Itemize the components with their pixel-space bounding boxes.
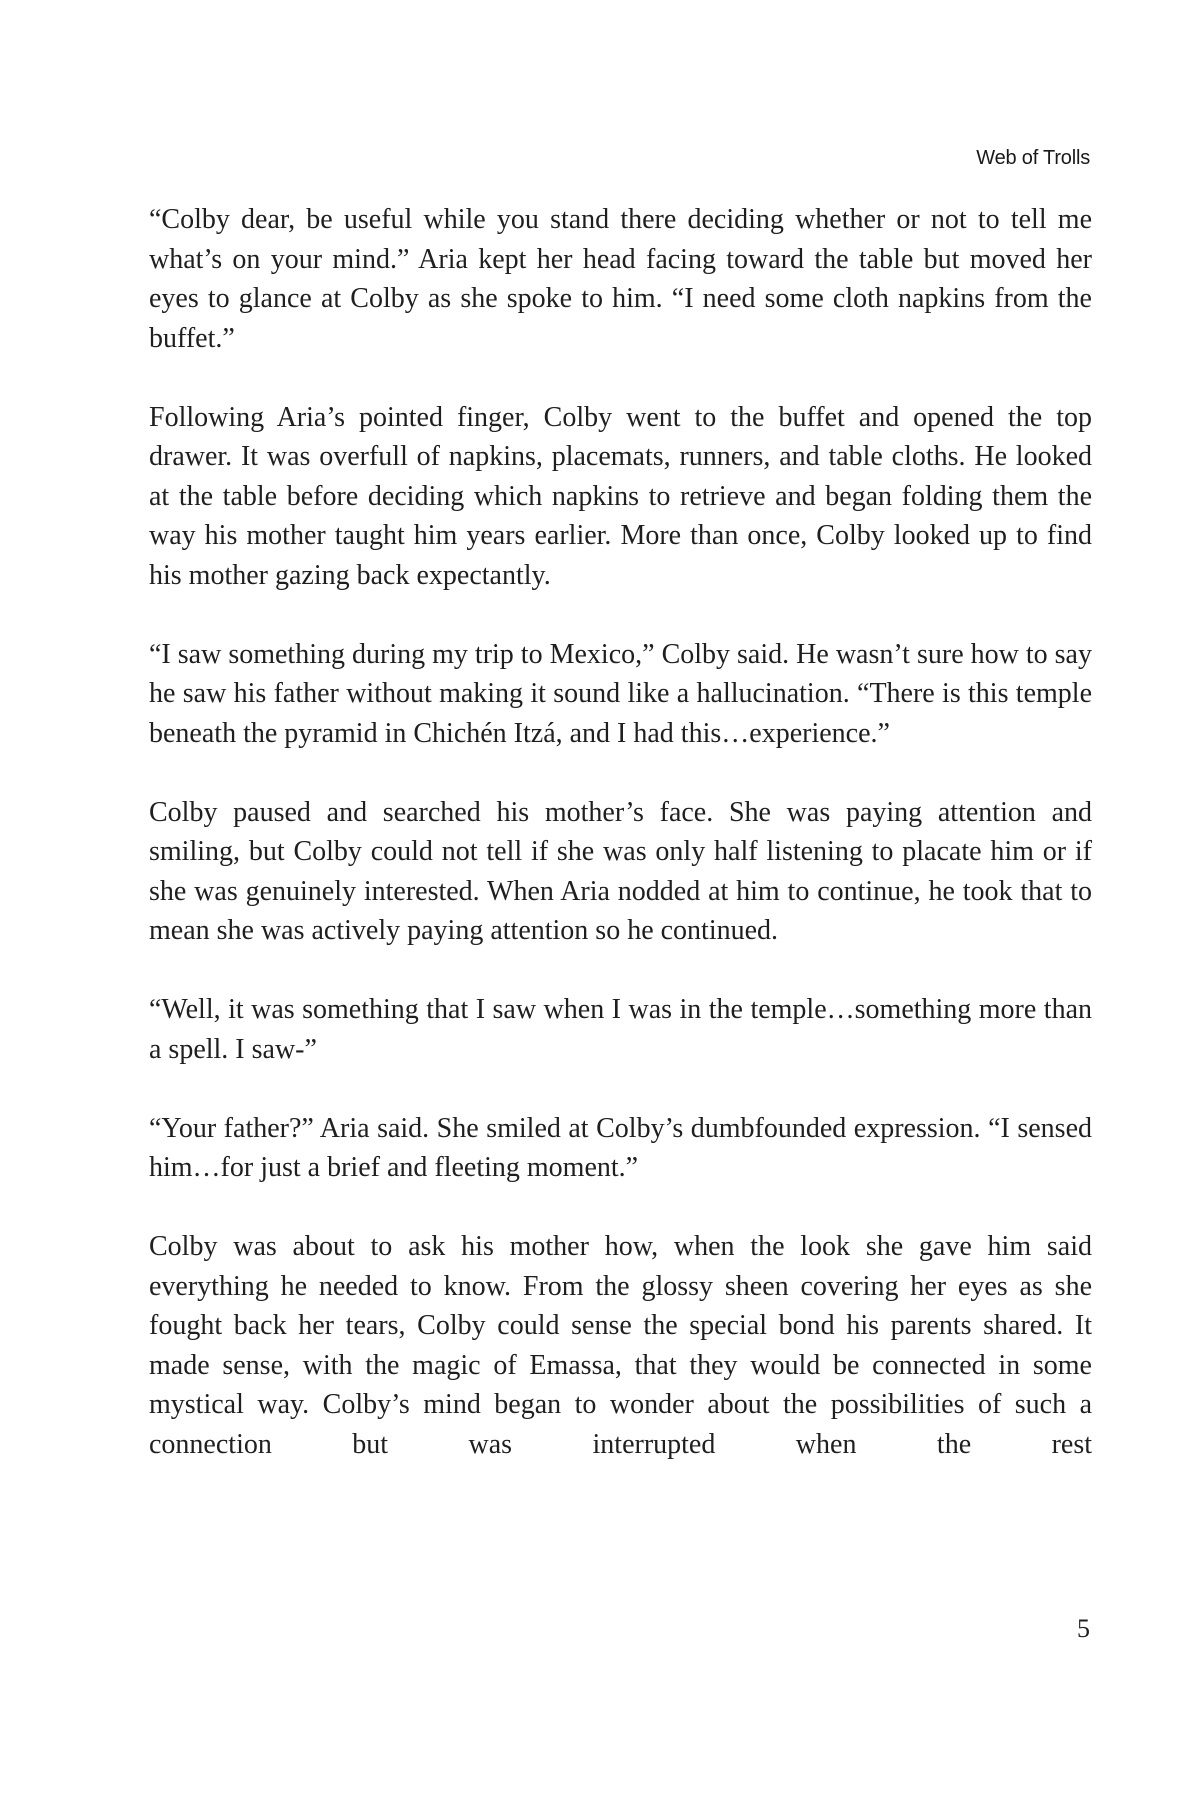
paragraph: “Colby dear, be useful while you stand there deciding whether or not to tell me what’s on your mind.” Aria kept her head facing toward the table but moved her eyes to glance at Colby as she spoke to him. “I need some cloth napkins from the buffet.”: [149, 204, 1092, 354]
paragraph: “Your father?” Aria said. She smiled at Colby’s dumbfounded expression. “I sensed him…for just a brief and fleeting moment.”: [149, 1112, 1092, 1183]
body-text: [149, 200, 1092, 1464]
paragraph: “I saw something during my trip to Mexico,” Colby said. He wasn’t sure how to say he saw his father without making it sound like a hallucination. “There is this temple beneath the pyramid in Chichén Itzá, and I had this…experience.”: [149, 638, 1092, 749]
paragraph: “Well, it was something that I saw when I was in the temple…something more than a spell. I saw-”: [149, 994, 1092, 1065]
paragraph: Colby was about to ask his mother how, when the look she gave him said everything he needed to know. From the glossy sheen covering her eyes as she fought back her tears, Colby could sense the special bond his parents shared. It made sense, with the magic of Emassa, that they would be connected in some mystical way. Colby’s mind began to wonder about the possibilities of such a connection but was interrupted when the rest: [149, 1231, 1092, 1460]
paragraph: Colby paused and searched his mother’s face. She was paying attention and smiling, but Colby could not tell if she was only half listening to placate him or if she was genuinely interested. When Aria nodded at him to continue, he took that to mean she was actively paying attention so he continued.: [149, 796, 1092, 946]
page-number: 5: [1077, 1614, 1090, 1643]
paragraph: Following Aria’s pointed finger, Colby went to the buffet and opened the top drawer. It was overfull of napkins, placemats, runners, and table cloths. He looked at the table before deciding which napkins to retrieve and began folding them the way his mother taught him years earlier. More than once, Colby looked up to find his mother gazing back expectantly.: [149, 401, 1092, 591]
running-header: Web of Trolls: [976, 147, 1090, 169]
